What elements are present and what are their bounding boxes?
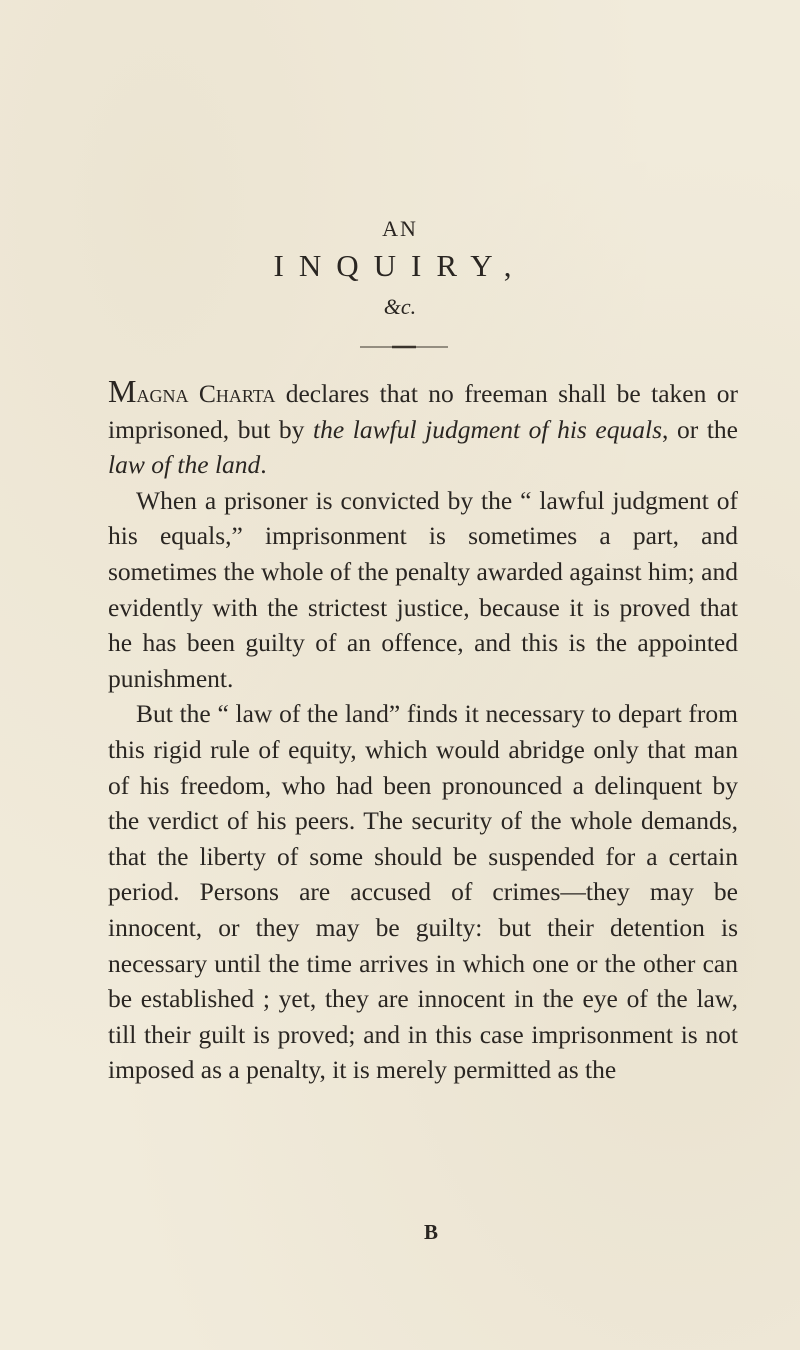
paragraph-1-text-1: declares that no freeman shall be taken or imprisoned, but by bbox=[108, 379, 738, 444]
signature-mark: B bbox=[424, 1220, 439, 1244]
paragraph-1-italic-1: the lawful judgment of his equals bbox=[313, 414, 663, 444]
ornamental-rule bbox=[360, 344, 448, 350]
paragraph-1 bbox=[108, 374, 738, 483]
paragraph-1-text-2: , or the bbox=[662, 414, 738, 444]
charta-word: Charta bbox=[198, 379, 276, 408]
paragraph-3: But the “ law of the land” finds it necessary to depart from this rigid rule of equity, which would abridge only that man of his freedom, who had been pronounced a delinquent by the verdict of his peers. The security of the whole demands, that the liberty of some should be suspended for a certain period. Persons are accused of crimes—they may be innocent, or they may be guilty: but their detention is necessary until the time arrives in which one or the other can be established ; yet, they are innocent in the eye of the law, till their guilt is proved; and in this case imprisonment is not imposed as a penalty, it is merely permitted as the bbox=[108, 699, 738, 1085]
heading-title: INQUIRY, bbox=[273, 248, 527, 283]
magna-word: agna bbox=[136, 379, 189, 408]
paragraph-1-text-3: . bbox=[260, 450, 267, 480]
drop-cap: M bbox=[108, 373, 137, 409]
word-space bbox=[188, 379, 198, 408]
body-text bbox=[108, 374, 738, 1088]
paragraph-2: When a prisoner is convicted by the “ lawful judgment of his equals,” imprisonment is sometimes a part, and sometimes the whole of the penalty awarded against him; and evidently with the strictest justice, because it is proved that he has been guilty of an offence, and this is the appointed punishment. bbox=[108, 485, 738, 693]
heading-an: AN bbox=[382, 216, 418, 241]
heading-etc: &c. bbox=[383, 294, 417, 319]
paragraph-1-italic-2: law of the land bbox=[108, 450, 261, 480]
